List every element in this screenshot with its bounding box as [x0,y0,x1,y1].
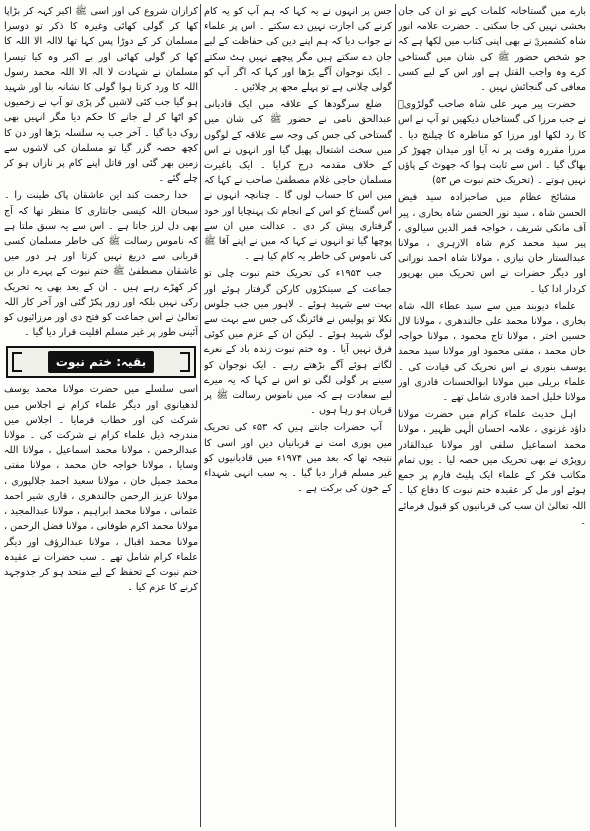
column-left-paragraph: خدا رحمت کند این عاشقان پاک طینت را ۔ سبحان اللہ کیسی جانثاری کا منظر تھا کہ آج بھی دل لرز جاتا ہے ۔ اس سے یہ سبق ملتا ہے کہ ناموس رسالت ﷺ کی خاطر مسلمان کسی قربانی سے دریغ نہیں کرتا اور ہر دور میں عاشقان مصطفیٰ ﷺ ختم نبوت کے پہرے دار بن کر کھڑے رہے ہیں ۔ ان کے بعد بھی یہ تحریک رکی نہیں بلکہ اور زور پکڑ گئی اور آخر کار اللہ تعالیٰ نے اس جماعت کو فتح دی اور مرزائیوں کو آئینی طور پر غیر مسلم اقلیت قرار دیا گیا ۔ [4,190,198,339]
column-right-paragraph: مشائخ عظام میں صاحبزادہ سید فیض الحسن شاہ ، سید نور الحسن شاہ بخاری ، پیر آف مانکی شریف ، خواجہ قمر الدین سیالوی ، پیر سید محمد کرم شاہ الازہری ، مولانا عبدالستار خان نیازی ، مولانا شاہ احمد نورانی اور دیگر حضرات نے اس تحریک میں بھرپور کردار ادا کیا ۔ [398,192,586,295]
section-heading-text: بقیہ: ختم نبوت [48,351,154,373]
column-right-paragraph: بارے میں گستاخانہ کلمات کہے تو ان کی جان بخشی نہیں کی جا سکتی ۔ حضرت علامہ انور شاہ کشمیریؒ نے بھی اپنی کتاب میں لکھا ہے کہ جو شخص حضور ﷺ کی شان میں گستاخی کرے وہ واجب القتل ہے اور اس کے لیے کسی معافی کی گنجائش نہیں ۔ [398,6,586,94]
column-left-paragraph: کرازان شروع کی اور اسی ﷺ اکبر کہہ کر بڑاپا کھا کر گولی کھائی وغیرہ کا ذکر تو دوسرا مسلمان کر کے دوڑا پس کہا تھا لاالہ الا اللہ کا کھا کر گولی کھائی اور بے اکبر وہ کیا تیسرا مسلمان نے شہادت لا الہ الا اللہ محمد رسول اللہ کا ورد کرتا ہوا گولی کا نشانہ بنا اور شہید ہو گیا جب کئی لاشیں گر پڑی تو آپ نے زخمیوں کو اٹھا کر لے جانے کا حکم دیا مگر انہیں بھی روک دیا گیا ۔ آخر جب یہ سلسلہ بڑھا اور دن کا کچھ حصہ گزر گیا تو مسلمان کی لاشوں سے زمین بھر گئی اور قاتل اپنے کام پر نازاں ہو کر چلے گئے ۔ [4,6,198,185]
column-right-paragraph: علماء دیوبند میں سے سید عطاء اللہ شاہ بخاری ، مولانا محمد علی جالندھری ، مولانا لال حسین اختر ، مولانا تاج محمود ، مولانا خواجہ خان محمد ، مفتی محمود اور مولانا سید محمد یوسف بنوری نے اس تحریک کی قیادت کی ۔ علماء بریلی میں مولانا ابوالحسنات قادری اور مولانا خلیل احمد قادری شامل تھے ۔ [398,300,586,404]
column-divider [395,4,396,827]
column-left-paragraph: اسی سلسلے میں حضرت مولانا محمد یوسف لدھیانوی اور دیگر علماء کرام نے اجلاس میں شرکت کی اور خطاب فرمایا ۔ اجلاس میں مندرجہ ذیل علماء کرام نے شرکت کی ۔ مولانا عبدالرحمن ، مولانا محمد اسماعیل ، مولانا اللہ وسایا ، مولانا خواجہ خان محمد ، مولانا مفتی محمد جمیل خان ، مولانا سعید احمد جلالپوری ، مولانا عزیز الرحمن جالندھری ، قاری شیر احمد عثمانی ، مولانا محمد ابراہیم ، مولانا عبدالمجید ، مولانا محمد اکرم طوفانی ، مولانا فضل الرحمن ، مولانا محمد اقبال ، مولانا عبدالرؤف اور دیگر علماء کرام شامل تھے ۔ سب حضرات نے عقیدہ ختم نبوت کے تحفظ کے لیے متحد ہو کر جدوجہد کرنے کا عزم کیا ۔ [4,384,198,594]
column-middle-paragraph: ضلع سرگودھا کے علاقہ میں ایک قادیانی عبدالحق نامی نے حضور ﷺ کی شان میں گستاخی کی جس کی وجہ سے علاقہ کے لوگوں میں سخت اشتعال پھیل گیا اور انہوں نے اس کے خلاف مقدمہ درج کرایا ۔ ایک باغیرت مسلمان حاجی غلام مصطفیٰ صاحب نے کہا کہ میں اس کا حساب لوں گا ۔ چنانچہ انہوں نے اس گستاخ کو اس کے انجام تک پہنچایا اور خود گرفتاری پیش کر دی ۔ عدالت میں ان سے پوچھا گیا تو انہوں نے کہا کہ میں نے اپنے آقا ﷺ کی ناموس کی خاطر یہ کام کیا ہے ۔ [204,99,392,263]
column-middle-paragraph: جب ۱۹۵۳ء کی تحریک ختم نبوت چلی تو جماعت کے سینکڑوں کارکن گرفتار ہوئے اور بہت سے شہید ہوئے ۔ لاہور میں جب جلوس نکلا تو پولیس نے فائرنگ کی جس سے بہت سے لوگ شہید ہوئے ۔ لیکن ان کے عزم میں کوئی فرق نہیں آیا ۔ وہ ختم نبوت زندہ باد کے نعرے لگاتے ہوئے آگے بڑھتے رہے ۔ ایک نوجوان کو سینے پر گولی لگی تو اس نے کہا کہ یہ میرے لیے سعادت ہے کہ میں ناموس رسالت ﷺ پر قربان ہو رہا ہوں ۔ [204,268,392,417]
column-middle-paragraph: آپ حضرات جانتے ہیں کہ ۵۳ء کی تحریک میں پوری امت نے قربانیاں دیں اور اسی کا نتیجہ تھا کہ بعد میں ۱۹۷۴ء میں قادیانیوں کو غیر مسلم قرار دیا گیا ۔ یہ سب انہی شہداء کے خون کی برکت ہے ۔ [204,422,392,495]
column-middle-paragraph: جس پر انہوں نے یہ کہا کہ ہم آپ کو یہ کام کرنے کی اجازت نہیں دے سکتے ۔ اس پر علماء نے جواب دیا کہ ہم اپنے دین کی حفاظت کے لیے جان دے سکتے ہیں مگر پیچھے نہیں ہٹ سکتے ۔ ایک نوجوان آگے بڑھا اور کہا کہ اگر آپ کو گولی چلانی ہے تو پہلے مجھ پر چلائیں ۔ [204,6,392,94]
section-heading-banner [6,346,196,378]
column-left [4,4,198,827]
column-divider [200,4,201,827]
column-right-paragraph: حضرت پیر مہر علی شاہ صاحب گولڑویؒ نے جب مرزا کی گستاخیاں دیکھیں تو آپ نے اس کا رد لکھا اور مرزا کو مناظرہ کا چیلنج دیا ۔ مرزا مقررہ وقت پر نہ آیا اور میدان چھوڑ کر بھاگ گیا ۔ اس سے ثابت ہوا کہ جھوٹ کے پاؤں نہیں ہوتے ۔ (تحریک ختم نبوت ص ۵۳) [398,99,586,187]
column-middle [204,4,392,827]
column-right [398,4,586,827]
column-right-paragraph: اہل حدیث علماء کرام میں حضرت مولانا داؤد غزنوی ، علامہ احسان الٰہی ظہیر ، مولانا محمد اسماعیل سلفی اور مولانا عبدالقادر روپڑی نے بھی تحریک میں حصہ لیا ۔ یوں تمام مکاتب فکر کے علماء ایک پلیٹ فارم پر جمع ہوئے اور مل کر عقیدہ ختم نبوت کا دفاع کیا ۔ اللہ تعالیٰ ان سب کی قربانیوں کو قبول فرمائے ۔ [398,409,586,527]
